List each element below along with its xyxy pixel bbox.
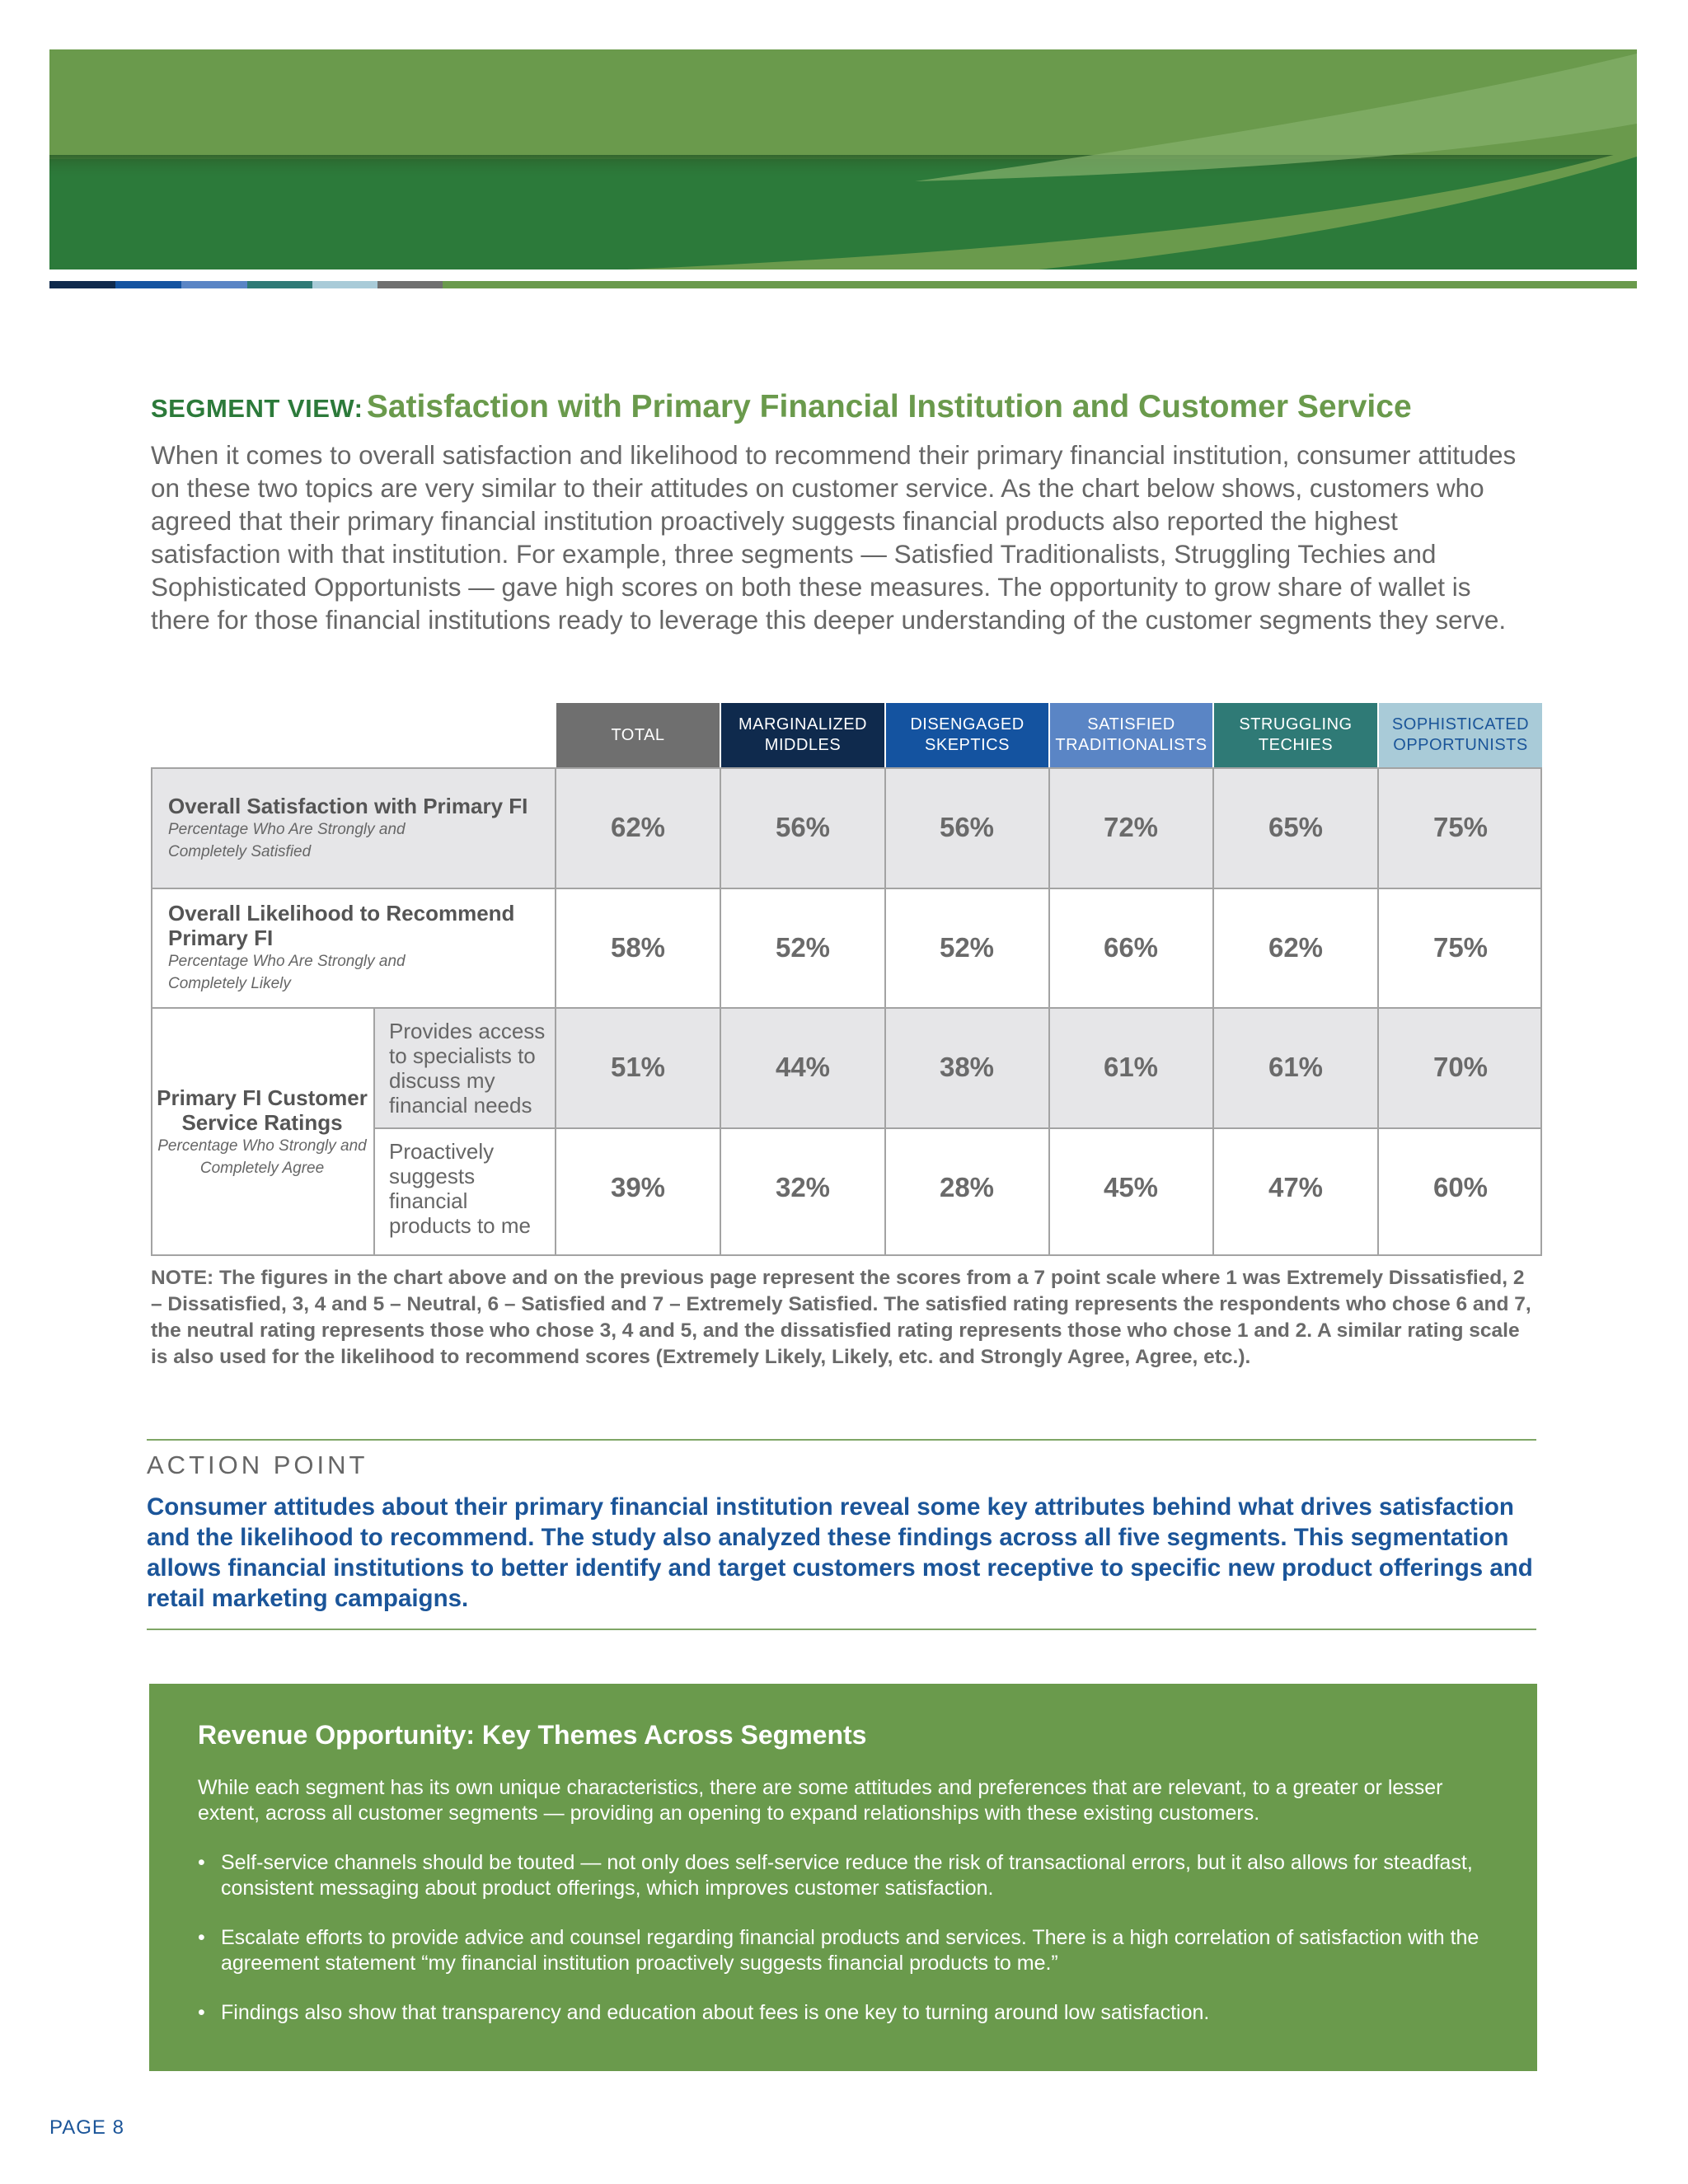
revenue-bullet: • Findings also show that transparency and education about fees is one key to turning around low satisfaction. (198, 2001, 1210, 2024)
value-cell: 62% (1268, 932, 1324, 963)
row-label-recommend: Overall Likelihood to Recommend Primary FI Percentage Who Are Strongly and Completely Likely (168, 901, 515, 992)
subrow-label-proactive: Proactively suggests financial products to me (389, 1139, 531, 1238)
table-divider (373, 1127, 1542, 1129)
header-sophisticated-opportunists: SOPHISTICATED OPPORTUNISTS (1379, 703, 1542, 767)
stripe-segment (247, 281, 312, 288)
value-cell: 45% (1103, 1172, 1159, 1202)
bullet-icon: • (198, 1851, 205, 1874)
action-point-title: ACTION POINT (147, 1451, 368, 1479)
header-disengaged-skeptics: DISENGAGED SKEPTICS (886, 703, 1048, 767)
section-headline: Satisfaction with Primary Financial Institution and Customer Service (366, 389, 1412, 424)
header-struggling-techies: STRUGGLING TECHIES (1214, 703, 1377, 767)
header-banner (49, 49, 1637, 269)
divider (147, 1439, 1536, 1441)
bullet-icon: • (198, 1926, 205, 1949)
value-cell: 51% (610, 1052, 666, 1082)
value-cell: 70% (1432, 1052, 1489, 1082)
value-cell: 56% (939, 812, 995, 842)
value-cell: 56% (775, 812, 831, 842)
value-cell: 28% (939, 1172, 995, 1202)
revenue-bullet: • Escalate efforts to provide advice and counsel regarding financial products and services. There is a high correlation of satisfaction with the agreement statement “my financial institution proactively suggests financial products to me.” (198, 1926, 1479, 1975)
value-cell: 60% (1432, 1172, 1489, 1202)
table-note: NOTE: The figures in the chart above and on the previous page represent the scores from a 7 point scale where 1 was Extremely Dissatisfied, 2 – Dissatisfied, 3, 4 and 5 – Neutral, 6 – Satisfied and 7 – Extremely Satisfied. The satisfied rating represents the respondents who chose 6 and 7, the neutral rating represents those who chose 3, 4 and 5, and the dissatisfied rating represents those who chose 1 and 2. A similar rating scale is also used for the likelihood to recommend scores (Extremely Likely, Likely, etc. and Strongly Agree, Agree, etc.). (151, 1267, 1531, 1368)
value-cell: 62% (610, 812, 666, 842)
table-divider (151, 1007, 1542, 1009)
stripe-segment (115, 281, 181, 288)
intro-paragraph: When it comes to overall satisfaction and likelihood to recommend their primary financial institution, consumer attitudes on these two topics are very similar to their attitudes on customer service. As the chart below shows, customers who agreed that their primary financial institution proactively suggests financial products also reported the highest satisfaction with that institution. For example, three segments — Satisfied Traditionalists, Struggling Techies and Sophisticated Opportunists — gave high scores on both these measures. The opportunity to grow share of wallet is there for those financial institutions ready to leverage this deeper understanding of the customer segments they serve. (151, 440, 1517, 635)
action-point-body: Consumer attitudes about their primary financial institution reveal some key attributes behind what drives satisfaction and the likelihood to recommend. The study also analyzed these findings across all five segments. This segmentation allows financial institutions to better identify and target customers most receptive to specific new product offerings and retail marketing campaigns. (147, 1493, 1533, 1612)
bullet-icon: • (198, 2001, 205, 2024)
table-divider (151, 888, 1542, 889)
value-cell: 44% (775, 1052, 831, 1082)
row-label-service: Primary FI Customer Service Ratings Percentage Who Strongly and Completely Agree (157, 1085, 368, 1177)
value-cell: 66% (1103, 932, 1159, 963)
value-cell: 38% (939, 1052, 995, 1082)
stripe-segment (377, 281, 443, 288)
value-cell: 52% (775, 932, 831, 963)
table-divider (373, 1007, 375, 1256)
value-cell: 75% (1432, 932, 1489, 963)
revenue-title: Revenue Opportunity: Key Themes Across Segments (198, 1720, 867, 1750)
stripe-segment (181, 281, 247, 288)
value-cell: 52% (939, 932, 995, 963)
header-marginalized-middles: MARGINALIZED MIDDLES (721, 703, 884, 767)
stripe-segment (49, 281, 115, 288)
value-cell: 32% (775, 1172, 831, 1202)
value-cell: 61% (1268, 1052, 1324, 1082)
divider (147, 1629, 1536, 1630)
subrow-label-specialists: Provides access to specialists to discuss my financial needs (389, 1019, 546, 1118)
value-cell: 61% (1103, 1052, 1159, 1082)
value-cell: 72% (1103, 812, 1159, 842)
value-cell: 58% (610, 932, 666, 963)
value-cell: 47% (1268, 1172, 1324, 1202)
value-cell: 65% (1268, 812, 1324, 842)
page-number: PAGE 8 (49, 2116, 124, 2139)
header-satisfied-traditionalists: SATISFIED TRADITIONALISTS (1050, 703, 1212, 767)
stripe-segment (443, 281, 1637, 288)
stripe-segment (312, 281, 377, 288)
section-kicker: SEGMENT VIEW: (151, 394, 363, 423)
value-cell: 39% (610, 1172, 666, 1202)
value-cell: 75% (1432, 812, 1489, 842)
section-title (151, 389, 1552, 425)
row-label-satisfaction: Overall Satisfaction with Primary FI Percentage Who Are Strongly and Completely Satisfied (168, 794, 528, 860)
header-total: TOTAL (556, 703, 720, 767)
revenue-intro: While each segment has its own unique characteristics, there are some attitudes and preferences that are relevant, to a greater or lesser extent, across all customer segments — providing an opening to expand relationships with these existing customers. (198, 1776, 1443, 1825)
revenue-bullet: • Self-service channels should be touted — not only does self-service reduce the risk of transactional errors, but it also allows for steadfast, consistent messaging about product offerings, which improves customer satisfaction. (198, 1851, 1473, 1900)
